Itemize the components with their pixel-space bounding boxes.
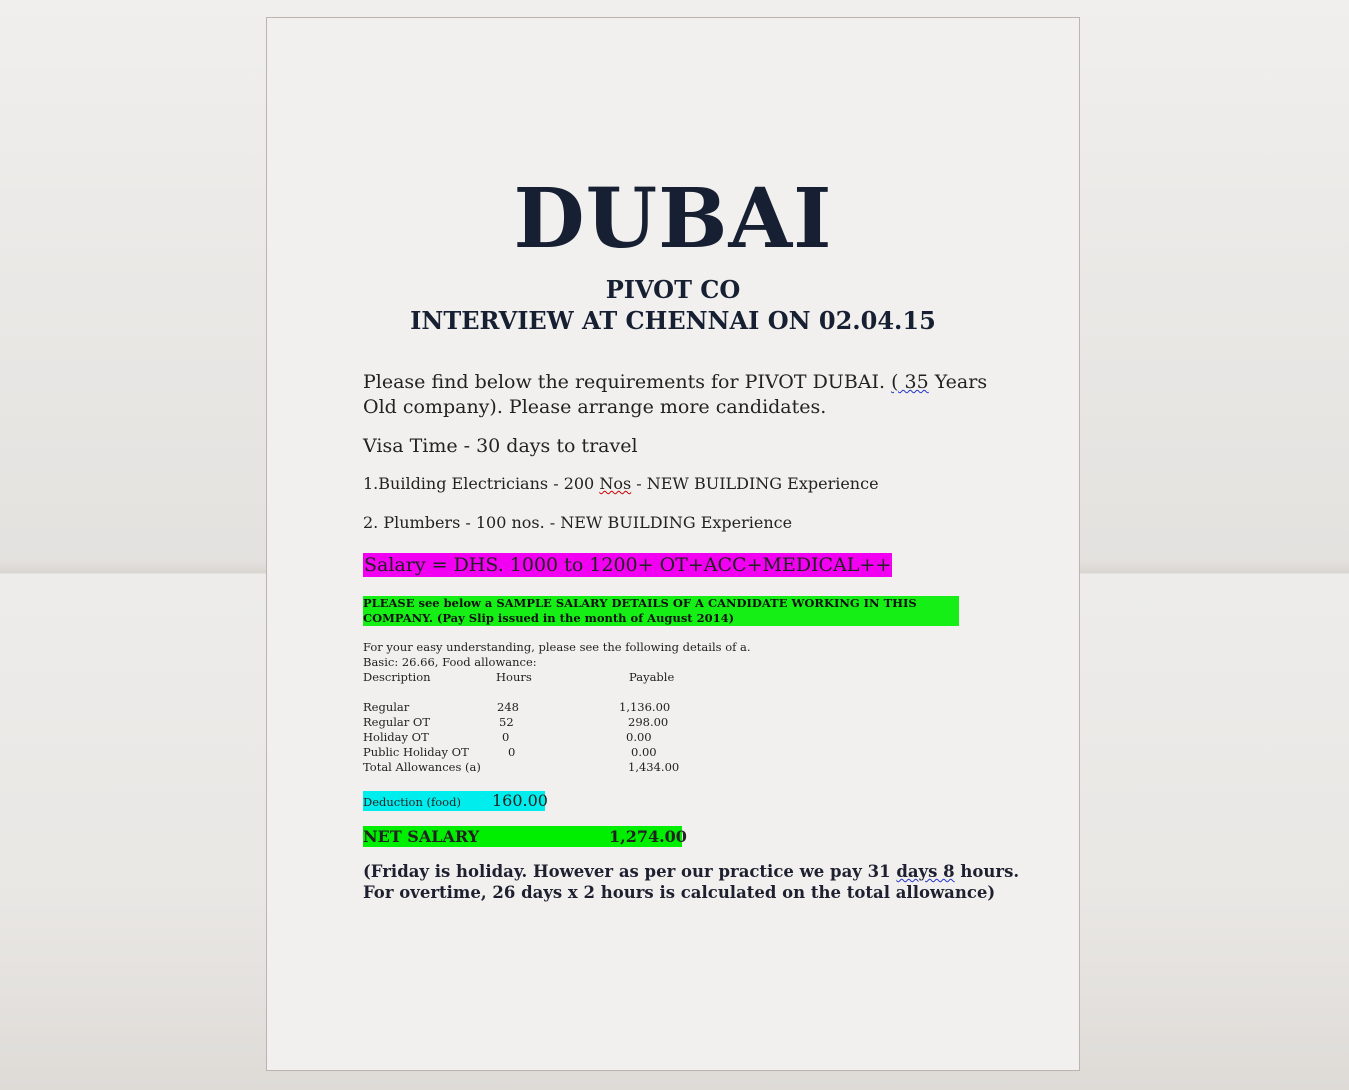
footer-line-1 xyxy=(363,861,1019,882)
row-regular-ot-desc: Regular OT xyxy=(363,715,431,729)
row-regular-ot-payable: 298.00 xyxy=(628,715,669,729)
header-payable: Payable xyxy=(629,670,675,684)
row-regular-desc: Regular xyxy=(363,700,410,714)
visa-time: Visa Time - 30 days to travel xyxy=(363,435,638,457)
row-total-allowances-desc: Total Allowances (a) xyxy=(363,760,481,774)
footer-line-2: For overtime, 26 days x 2 hours is calculated on the total allowance) xyxy=(363,883,996,902)
row-public-holiday-ot-hours: 0 xyxy=(508,745,516,759)
deduction-value: 160.00 xyxy=(492,791,548,810)
document-title: DUBAI xyxy=(513,171,833,267)
salary-highlight: Salary = DHS. 1000 to 1200+ OT+ACC+MEDICAL++ xyxy=(364,554,892,576)
document-page xyxy=(266,17,1080,1071)
row-holiday-ot-payable: 0.00 xyxy=(626,730,652,744)
company-name: PIVOT CO xyxy=(605,275,741,304)
footer-note xyxy=(363,861,1019,903)
footer-text-1: (Friday is holiday. However as per our practice we pay 31 xyxy=(363,862,897,881)
deduction-row xyxy=(363,791,548,811)
details-basic: Basic: 26.66, Food allowance: xyxy=(363,655,537,669)
intro-paragraph xyxy=(363,370,1003,420)
req1-text-3: - NEW BUILDING Experience xyxy=(631,474,879,493)
row-public-holiday-ot-desc: Public Holiday OT xyxy=(363,745,469,759)
row-total-allowances-payable: 1,434.00 xyxy=(628,760,680,774)
details-intro: For your easy understanding, please see the following details of a. xyxy=(363,640,751,654)
req1-text-2: Nos xyxy=(599,474,632,493)
net-salary-row xyxy=(363,826,687,847)
req1-text-1: 1.Building Electricians - 200 xyxy=(363,474,600,493)
footer-text-2: days 8 xyxy=(896,862,955,881)
intro-text-1: Please find below the requirements for PIVOT DUBAI. xyxy=(363,371,892,393)
requirement-electricians xyxy=(363,474,879,494)
footer-text-3: hours. xyxy=(954,862,1020,881)
row-regular-payable: 1,136.00 xyxy=(619,700,671,714)
row-public-holiday-ot-payable: 0.00 xyxy=(631,745,657,759)
row-regular-hours: 248 xyxy=(497,700,519,714)
deduction-label: Deduction (food) xyxy=(363,795,461,809)
header-hours: Hours xyxy=(496,670,532,684)
row-holiday-ot-hours: 0 xyxy=(502,730,510,744)
net-salary-value: 1,274.00 xyxy=(609,827,687,846)
row-regular-ot-hours: 52 xyxy=(499,715,514,729)
net-salary-label: NET SALARY xyxy=(363,827,480,846)
interview-heading: INTERVIEW AT CHENNAI ON 02.04.15 xyxy=(410,306,936,335)
header-description: Description xyxy=(363,670,431,684)
row-holiday-ot-desc: Holiday OT xyxy=(363,730,429,744)
requirement-plumbers: 2. Plumbers - 100 nos. - NEW BUILDING Experience xyxy=(363,513,793,532)
pay-table xyxy=(363,670,693,780)
intro-text-3: Years Old company). Please arrange more candidates. xyxy=(363,371,988,418)
sample-salary-notice: PLEASE see below a SAMPLE SALARY DETAILS OF A CANDIDATE WORKING IN THIS COMPANY. (Pay Slip issued in the month of August 2014) xyxy=(363,596,959,626)
intro-text-2: ( 35 xyxy=(891,371,929,393)
